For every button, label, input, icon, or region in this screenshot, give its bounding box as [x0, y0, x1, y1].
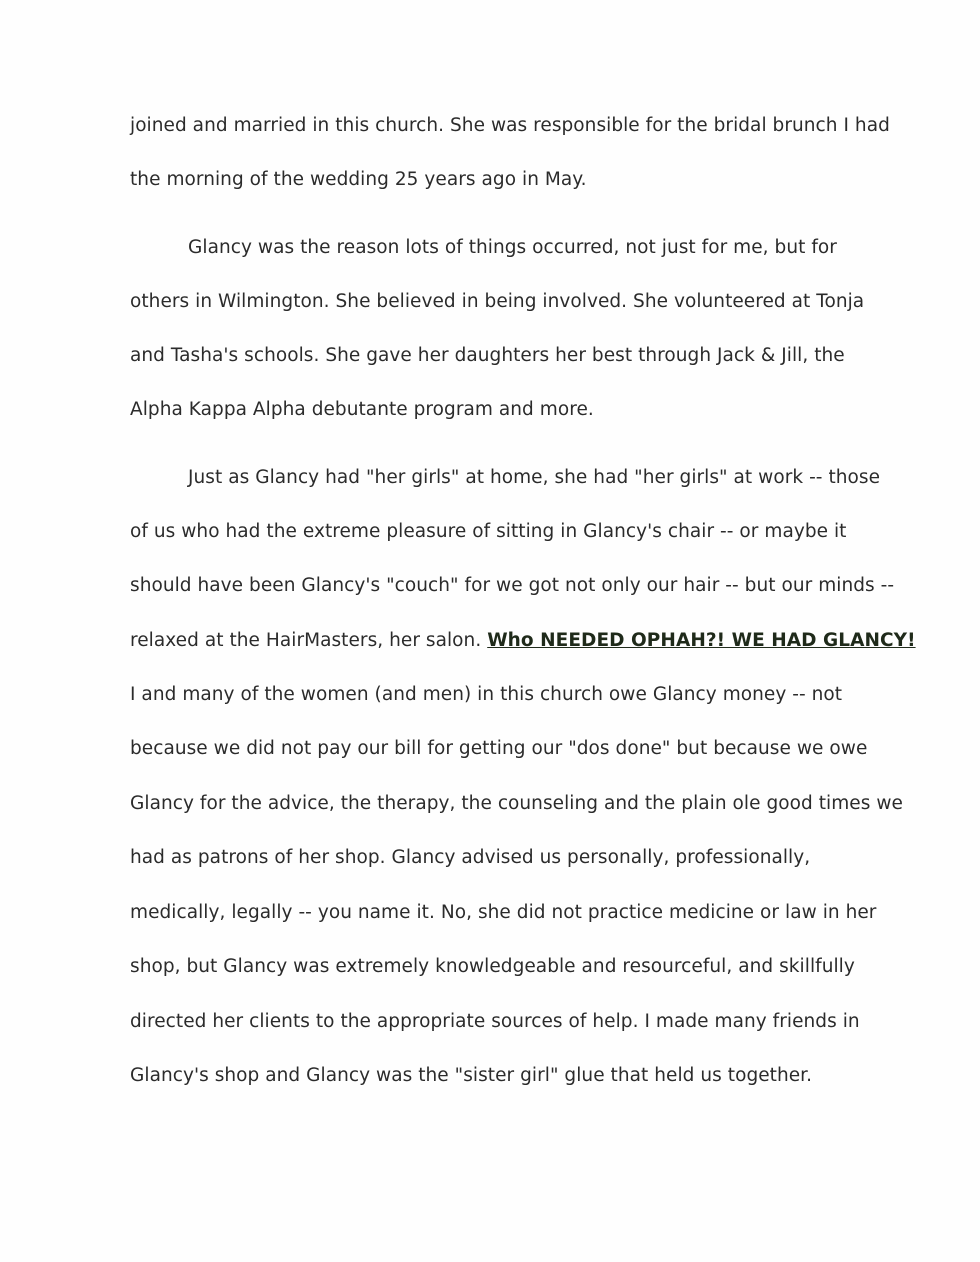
text-line-10-plain: relaxed at the HairMasters, her salon. — [130, 630, 482, 651]
text-line-11: I and many of the women (and men) in this church owe Glancy money -- not — [130, 684, 843, 705]
text-line-15: medically, legally -- you name it. No, she did not practice medicine or law in her — [130, 902, 877, 923]
text-line-6: Alpha Kappa Alpha debutante program and more. — [130, 399, 594, 420]
text-line-13: Glancy for the advice, the therapy, the counseling and the plain ole good times we — [130, 793, 903, 814]
text-line-7: Just as Glancy had "her girls" at home, she had "her girls" at work -- those — [188, 467, 881, 488]
text-line-3: Glancy was the reason lots of things occurred, not just for me, but for — [188, 237, 837, 258]
text-line-16: shop, but Glancy was extremely knowledgeable and resourceful, and skillfully — [130, 956, 855, 977]
text-line-4: others in Wilmington. She believed in being involved. She volunteered at Tonja — [130, 291, 865, 312]
text-line-9: should have been Glancy's "couch" for we got not only our hair -- but our minds -- — [130, 575, 895, 596]
text-line-10 — [130, 629, 916, 653]
text-line-5: and Tasha's schools. She gave her daughters her best through Jack & Jill, the — [130, 345, 845, 366]
text-line-17: directed her clients to the appropriate sources of help. I made many friends in — [130, 1011, 860, 1032]
text-line-1: joined and married in this church. She was responsible for the bridal brunch I had — [130, 115, 890, 136]
text-line-8: of us who had the extreme pleasure of sitting in Glancy's chair -- or maybe it — [130, 521, 847, 542]
text-line-2: the morning of the wedding 25 years ago in May. — [130, 169, 587, 190]
text-line-18: Glancy's shop and Glancy was the "sister girl" glue that held us together. — [130, 1065, 813, 1086]
text-line-12: because we did not pay our bill for getting our "dos done" but because we owe — [130, 738, 868, 759]
emphasis-text: Who NEEDED OPHAH?! WE HAD GLANCY! — [487, 630, 916, 651]
text-line-14: had as patrons of her shop. Glancy advised us personally, professionally, — [130, 847, 811, 868]
